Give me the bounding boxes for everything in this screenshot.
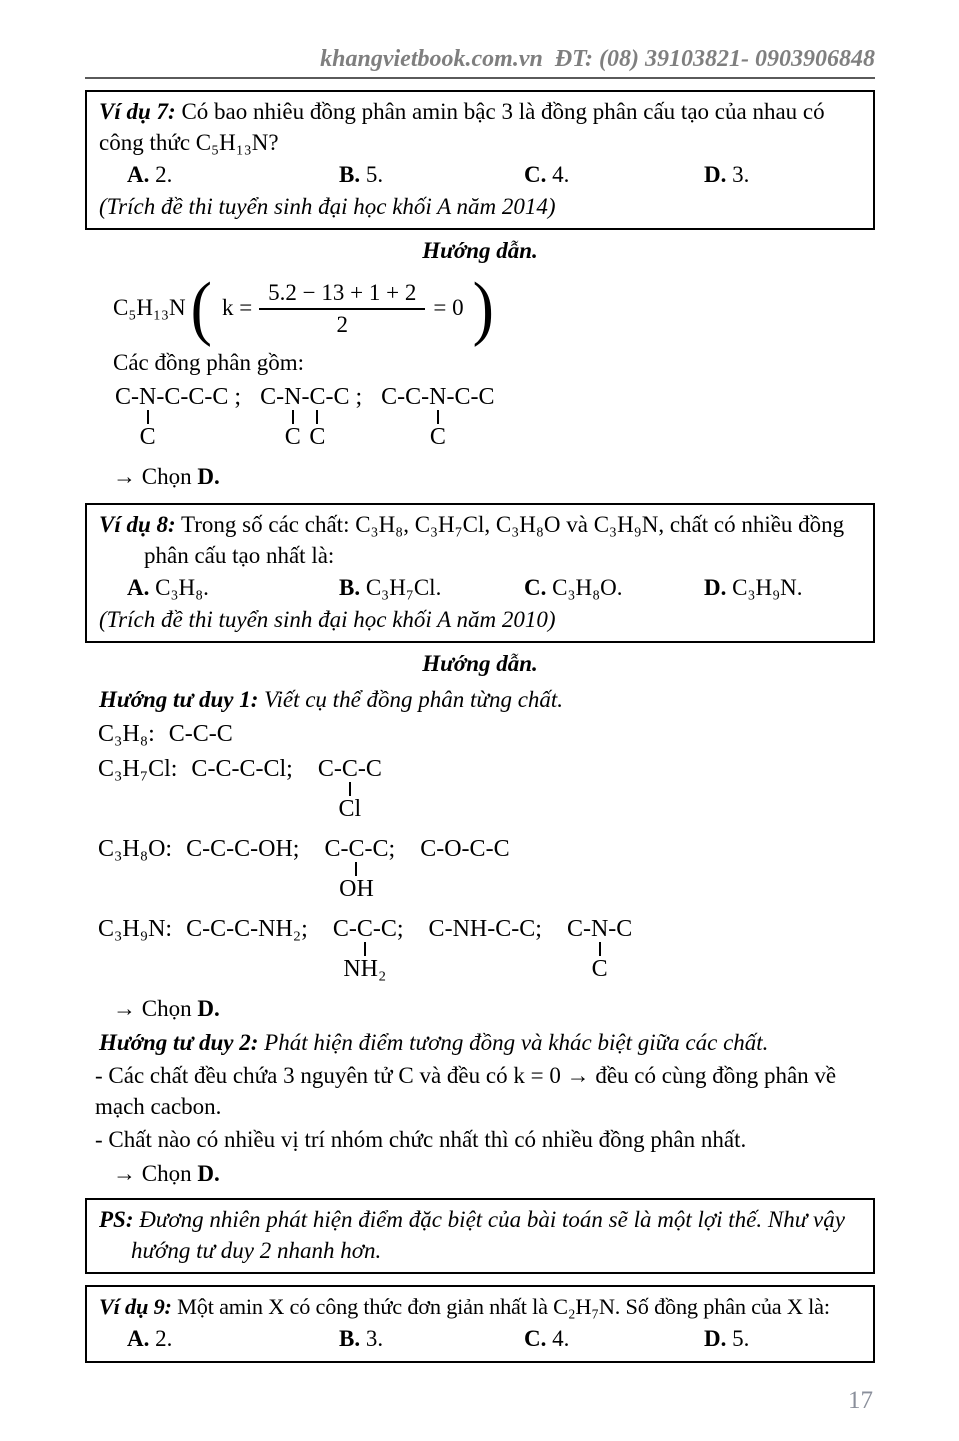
chemical-structure: C-C-C — [169, 721, 233, 747]
atom: NH₂ — [258, 916, 302, 942]
option-d: D. 3. — [704, 162, 750, 187]
atom: C — [188, 384, 205, 410]
chemical-structure: C-O-C-C — [420, 836, 509, 862]
chemical-structure: C-C Cl -C — [318, 756, 382, 782]
atom: C — [192, 721, 209, 747]
formula-compound: C₅H₁₃N — [113, 295, 186, 320]
isomer-line-c3h8 — [85, 718, 875, 750]
ps-note: PS: Đương nhiên phát hiện điểm đặc biệt của bài toán sẽ là một lợi thế. Như vậy hướng tư duy 2 nhanh hơn. — [99, 1207, 845, 1263]
bond-line — [292, 410, 294, 424]
compound-formula: C₃H₈O: — [98, 836, 173, 862]
isomer-line-c3h9n — [85, 913, 875, 990]
approach-2: Hướng tư duy 2: Phát hiện điểm tương đồng và khác biệt giữa các chất. — [99, 1030, 769, 1055]
atom: C OH — [339, 836, 374, 902]
bond-line — [437, 410, 439, 424]
atom: C — [234, 916, 251, 942]
atom: C — [566, 916, 583, 942]
option-b: B. C₃H₇Cl. — [339, 575, 442, 600]
approach-1: Hướng tư duy 1: Viết cụ thể đồng phân từng chất. — [99, 687, 564, 712]
chemical-structure: C-NH-C-C — [429, 916, 536, 942]
option-d: D. C₃H₉N. — [704, 575, 803, 600]
option-b: B. 5. — [339, 162, 384, 187]
atom: C — [168, 721, 185, 747]
k-formula — [85, 267, 875, 348]
atom: N C — [590, 916, 609, 982]
atom: Cl — [263, 756, 287, 782]
formula-k: k = — [221, 295, 253, 320]
chemical-structures — [115, 384, 495, 450]
option-a: A. 2. — [127, 1326, 173, 1351]
atom: C — [234, 836, 251, 862]
page-header — [85, 44, 875, 79]
example-8-box — [85, 503, 875, 643]
branch-atom: C — [139, 424, 156, 450]
atom: C — [380, 916, 397, 942]
chemical-structure: C-N C -C C -C — [260, 384, 349, 410]
atom: OH — [258, 836, 293, 862]
atom: C — [164, 384, 181, 410]
branch-atom: C — [429, 424, 446, 450]
option-a: A. C₃H₈. — [127, 575, 209, 600]
compound-formula: C₃H₉N: — [98, 916, 173, 942]
example-7-question-text: Có bao nhiêu đồng phân amin bậc 3 là đồng phân cấu tạo của nhau có công thức C₅H₁₃N? — [99, 99, 825, 155]
solution-7-heading: Hướng dẫn. — [422, 238, 538, 263]
option-c: C. 4. — [524, 162, 570, 187]
close-paren: ) — [472, 267, 494, 348]
atom: C — [115, 384, 132, 410]
chemical-structure: C-C OH -C — [324, 836, 388, 862]
atom: C C — [309, 384, 326, 450]
bond-line — [349, 782, 351, 796]
chemical-structures — [191, 756, 382, 822]
chemical-structure: C-N C -C-C-C — [115, 384, 228, 410]
example-7-box — [85, 90, 875, 230]
example-7-source: (Trích đề thi tuyển sinh đại học khối A năm 2014) — [99, 194, 556, 219]
chemical-structures — [169, 721, 233, 747]
atom: C — [186, 836, 203, 862]
atom: C — [333, 384, 350, 410]
branch-atom: C — [284, 424, 301, 450]
example-7-label: Ví dụ 7: — [99, 99, 176, 124]
note-bullet-2: - Chất nào có nhiều vị trí nhóm chức nhất thì có nhiều đồng phân nhất. — [95, 1127, 747, 1152]
atom: C — [317, 756, 334, 782]
atom: C Cl — [338, 756, 362, 822]
option-b: B. 3. — [339, 1326, 384, 1351]
atom: C — [519, 916, 536, 942]
header-rule — [85, 77, 875, 79]
atom: C — [493, 836, 510, 862]
atom: C — [260, 384, 277, 410]
chemical-structure: C-C-N C -C-C — [381, 384, 494, 410]
example-9-question-text: Một amin X có công thức đơn giản nhất là C₂H₇N. Số đồng phân của X là: — [177, 1294, 830, 1319]
isomer-line-c3h8o — [85, 833, 875, 910]
structure-separator: ; — [228, 384, 248, 410]
isomer-structures-v7 — [85, 381, 875, 458]
atom: C — [478, 384, 495, 410]
atom: O — [444, 836, 462, 862]
solution-7-intro: Các đồng phân gồm: — [113, 350, 304, 375]
atom: C — [454, 384, 471, 410]
note-bullet-1: - Các chất đều chứa 3 nguyên tử C và đều có k = 0 → đều có cùng đồng phân về mạch cacbon. — [95, 1063, 837, 1119]
solution-8-answer-2: → Chọn D. — [113, 1161, 220, 1186]
chemical-structure: C-C-C-OH — [186, 836, 293, 862]
atom: N C — [284, 384, 302, 450]
chemical-structure: C-C NH₂ -C — [333, 916, 397, 942]
atom: C — [495, 916, 512, 942]
example-9-question — [99, 1291, 861, 1322]
bond-line — [316, 410, 318, 424]
atom: NH — [452, 916, 488, 942]
fraction-denominator: 2 — [336, 311, 348, 337]
chemical-structure: C-C-C-NH₂ — [186, 916, 301, 942]
atom: C — [428, 916, 445, 942]
option-c: C. C₃H₈O. — [524, 575, 623, 600]
ps-label: PS: — [99, 1207, 134, 1232]
isomer-line-c3h7cl — [85, 753, 875, 830]
chemical-structure: C-C-C-Cl — [191, 756, 286, 782]
atom: C — [332, 916, 349, 942]
atom: C — [210, 916, 227, 942]
bond-line — [599, 942, 601, 956]
branch-atom: OH — [339, 876, 374, 902]
atom: N C — [429, 384, 447, 450]
chemical-structures — [186, 916, 633, 982]
header-site-and-phone: khangvietbook.com.vn ĐT: (08) 39103821- 0903906848 — [320, 46, 875, 72]
fraction — [259, 278, 425, 339]
example-8-question — [99, 509, 861, 571]
option-c: C. 4. — [524, 1326, 570, 1351]
example-9-box — [85, 1285, 875, 1363]
fraction-numerator: 5.2 − 13 + 1 + 2 — [259, 278, 425, 310]
example-8-question-text: Trong số các chất: C₃H₈, C₃H₇Cl, C₃H₈O và C₃H₉N, chất có nhiều đồng phân cấu tạo nhất là: — [144, 512, 845, 568]
option-a: A. 2. — [127, 162, 173, 187]
atom: C — [239, 756, 256, 782]
option-d: D. 5. — [704, 1326, 750, 1351]
chemical-structures — [186, 836, 510, 902]
atom: C — [381, 384, 398, 410]
example-8-label: Ví dụ 8: — [99, 512, 176, 537]
structure-separator: ; — [292, 836, 312, 862]
atom: C — [365, 756, 382, 782]
example-8-source: (Trích đề thi tuyển sinh đại học khối A năm 2010) — [99, 607, 556, 632]
atom: C — [215, 756, 232, 782]
structure-separator: ; — [301, 916, 320, 942]
structure-separator: ; — [286, 756, 305, 782]
atom: C — [372, 836, 389, 862]
ps-note-box — [85, 1198, 875, 1274]
compound-formula: C₃H₈: — [98, 721, 155, 747]
atom: C — [420, 836, 437, 862]
atom: C — [405, 384, 422, 410]
solution-7-answer: → Chọn D. — [113, 464, 220, 489]
example-9-label: Ví dụ 9: — [99, 1294, 172, 1319]
structure-separator: ; — [396, 916, 416, 942]
atom: C — [186, 916, 203, 942]
compound-formula: C₃H₇Cl: — [98, 756, 178, 782]
atom: C NH₂ — [343, 916, 387, 982]
atom: C — [616, 916, 633, 942]
solution-8-heading: Hướng dẫn. — [422, 651, 538, 676]
atom: C — [324, 836, 341, 862]
bond-line — [147, 410, 149, 424]
structure-separator: ; — [535, 916, 554, 942]
open-paren: ( — [190, 267, 212, 348]
atom: C — [216, 721, 233, 747]
atom: C — [210, 836, 227, 862]
bond-line — [355, 862, 357, 876]
bond-line — [364, 942, 366, 956]
page-number: 17 — [848, 1387, 873, 1414]
branch-atom: NH₂ — [343, 956, 387, 982]
formula-result: = 0 — [433, 295, 464, 320]
branch-atom: C — [309, 424, 326, 450]
example-9-options — [99, 1323, 861, 1354]
structure-separator: ; — [388, 836, 408, 862]
atom: N C — [139, 384, 157, 450]
atom: C — [212, 384, 229, 410]
example-7-question — [99, 96, 861, 158]
example-8-options — [99, 572, 861, 603]
chemical-structure: C-N C -C — [567, 916, 632, 942]
example-7-options — [99, 159, 861, 190]
atom: C — [191, 756, 208, 782]
branch-atom: Cl — [338, 796, 362, 822]
solution-8-answer-1: → Chọn D. — [113, 996, 220, 1021]
atom: C — [469, 836, 486, 862]
structure-separator: ; — [349, 384, 369, 410]
branch-atom: C — [591, 956, 608, 982]
